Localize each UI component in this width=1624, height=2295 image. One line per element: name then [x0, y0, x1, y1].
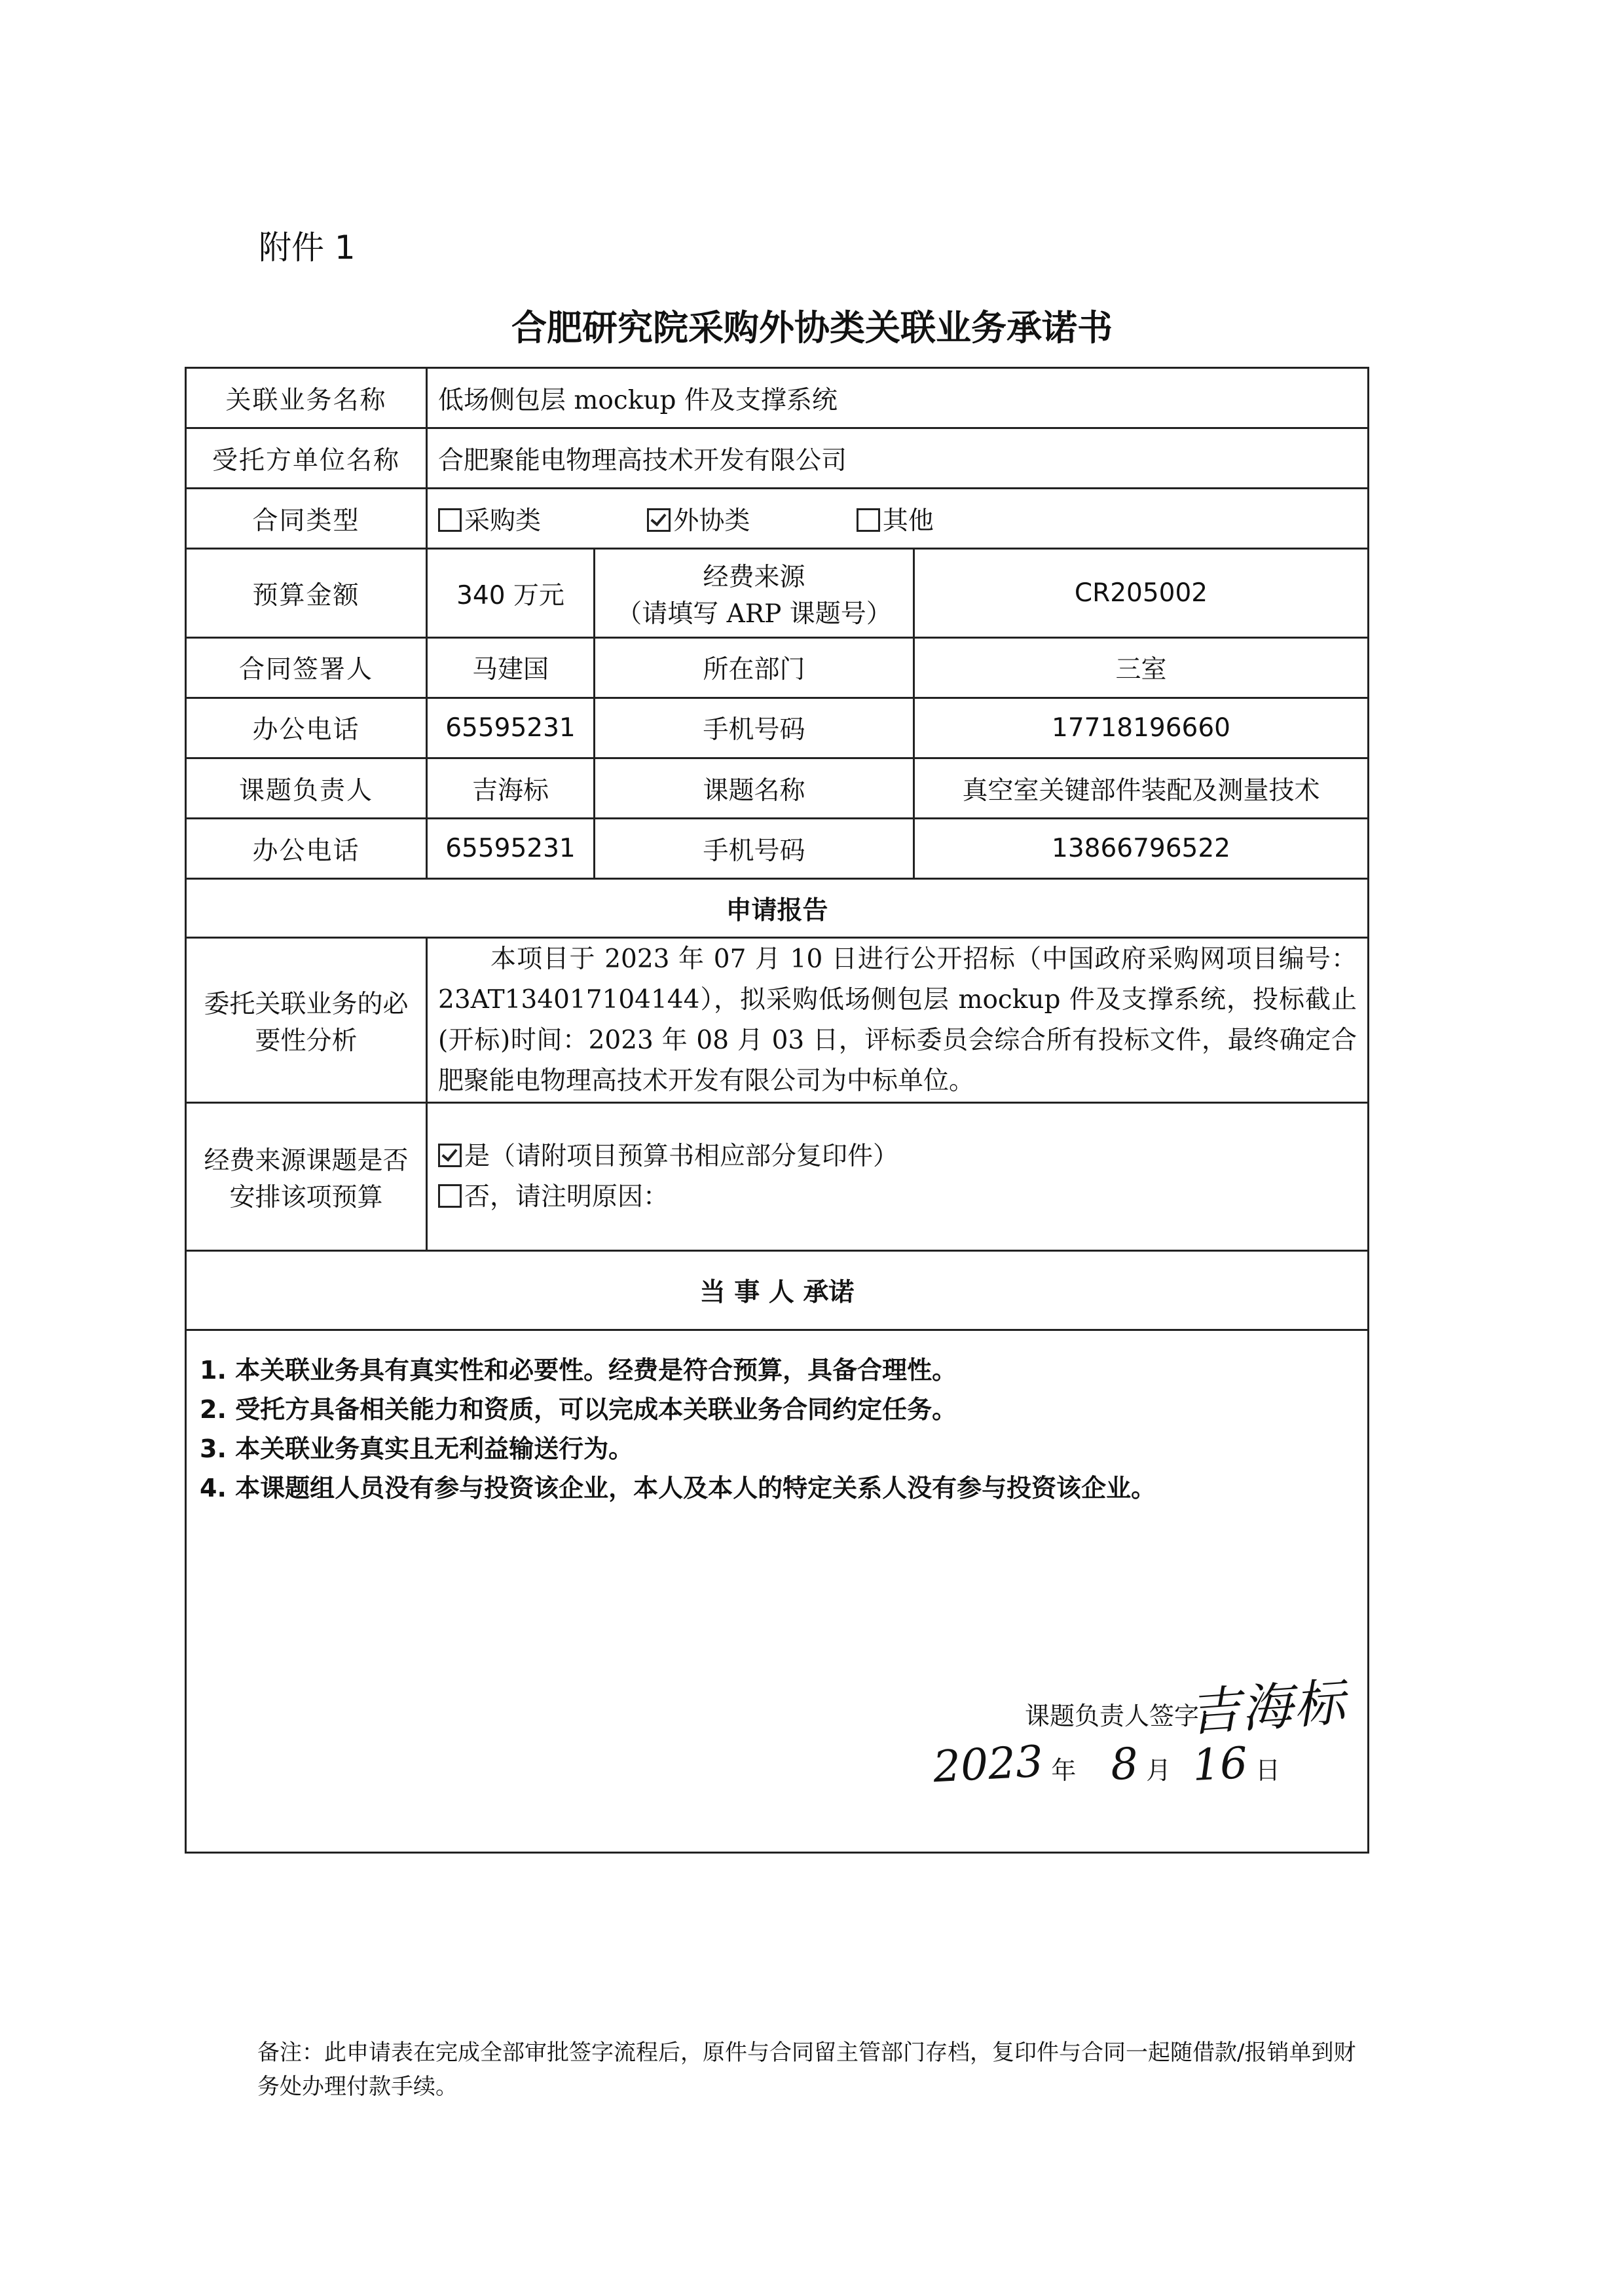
necessity-label: [186, 938, 427, 1102]
office-phone-label-2: 办公电话: [186, 819, 427, 879]
row-business-name: [186, 368, 1369, 428]
dept-label: 所在部门: [595, 637, 914, 698]
attachment-label: 附件 1: [259, 229, 356, 267]
row-contract-type: [186, 489, 1369, 549]
other-label: 其他: [882, 506, 934, 536]
procurement-checkbox[interactable]: [438, 508, 462, 532]
budget-arranged-options: [427, 1102, 1369, 1250]
office-phone-label: 办公电话: [186, 698, 427, 758]
project-leader-value: 吉海标: [427, 758, 595, 819]
outsourcing-label: 外协类: [673, 506, 750, 536]
no-option-label: 否，请注明原因：: [464, 1182, 669, 1212]
date-year: 2023: [932, 1736, 1044, 1792]
application-section-title: 申请报告: [186, 879, 1369, 938]
row-commitment: [186, 1330, 1369, 1852]
option-other[interactable]: [857, 500, 934, 537]
footer-note: 备注：此申请表在完成全部审批签字流程后，原件与合同留主管部门存档，复印件与合同一起随借款/报销单到财务处办理付款手续。: [257, 2040, 1356, 2100]
procurement-label: 采购类: [464, 506, 542, 536]
project-name-value: 真空室关键部件装配及测量技术: [914, 758, 1369, 819]
office-phone-value: 65595231: [427, 698, 595, 758]
yes-option-label: 是（请附项目预算书相应部分复印件）: [464, 1141, 899, 1171]
contract-type-label: 合同类型: [186, 489, 427, 549]
row-entrusted-party: [186, 428, 1369, 489]
budget-value: 340 万元: [427, 549, 595, 637]
row-phone-1: [186, 698, 1369, 758]
necessity-analysis-cell: [427, 938, 1369, 1102]
row-necessity: [186, 938, 1369, 1102]
yes-option[interactable]: [438, 1136, 1357, 1177]
row-commitment-header: [186, 1251, 1369, 1330]
row-project-leader: [186, 758, 1369, 819]
row-budget-arranged: [186, 1102, 1369, 1250]
budget-arranged-label-line-1: 经费来源课题是否: [204, 1146, 409, 1176]
necessity-label-line-2: 要性分析: [255, 1026, 358, 1056]
option-outsourcing[interactable]: [647, 500, 750, 537]
dept-value: 三室: [914, 637, 1369, 698]
mobile-label-2: 手机号码: [595, 819, 914, 879]
mobile-value-2: 13866796522: [914, 819, 1369, 879]
signature-date: [932, 1736, 1281, 1792]
date-day-unit: 日: [1255, 1755, 1281, 1785]
contract-type-options: [427, 489, 1369, 549]
commitment-section-title: 当 事 人 承诺: [186, 1251, 1369, 1330]
commitment-item: 1. 本关联业务具有真实性和必要性。经费是符合预算，具备合理性。: [200, 1355, 957, 1385]
business-name-value: 低场侧包层 mockup 件及支撑系统: [427, 368, 1369, 428]
budget-arranged-label: [186, 1102, 427, 1250]
outsourcing-checkbox-checked[interactable]: [647, 508, 671, 532]
mobile-label: 手机号码: [595, 698, 914, 758]
signature-block: [933, 1662, 1378, 1793]
row-signer: [186, 637, 1369, 698]
commitment-cell: [186, 1330, 1369, 1852]
necessity-label-line-1: 委托关联业务的必: [204, 989, 409, 1019]
row-application-header: [186, 879, 1369, 938]
date-day: 16: [1190, 1737, 1249, 1791]
fund-source-hint: （请填写 ARP 课题号）: [616, 599, 892, 629]
other-checkbox[interactable]: [857, 508, 880, 532]
business-name-label: 关联业务名称: [186, 368, 427, 428]
necessity-analysis-text: 本项目于 2023 年 07 月 10 日进行公开招标（中国政府采购网项目编号：23AT134017104144），拟采购低场侧包层 mockup 件及支撑系统，投标截止(开标)时间：2023 年 08 月 03 日，评标委员会综合所有投标文件，最终确定合肥聚能电物理高技术开发有限公司为中标单位。: [438, 944, 1357, 1096]
signer-value: 马建国: [427, 637, 595, 698]
project-leader-label: 课题负责人: [186, 758, 427, 819]
handwritten-signature: 吉海标: [1187, 1673, 1348, 1743]
signer-label: 合同签署人: [186, 637, 427, 698]
row-budget: [186, 549, 1369, 637]
budget-label: 预算金额: [186, 549, 427, 637]
option-procurement[interactable]: [438, 500, 541, 537]
mobile-value: 17718196660: [914, 698, 1369, 758]
no-checkbox[interactable]: [438, 1184, 462, 1208]
commitment-item: 3. 本关联业务真实且无利益输送行为。: [200, 1434, 634, 1463]
date-month: 8: [1109, 1738, 1139, 1790]
office-phone-value-2: 65595231: [427, 819, 595, 879]
project-name-label: 课题名称: [595, 758, 914, 819]
commitment-item: 2. 受托方具备相关能力和资质，可以完成本关联业务合同约定任务。: [200, 1394, 957, 1424]
document-title: 合肥研究院采购外协类关联业务承诺书: [511, 307, 1113, 348]
date-month-unit: 月: [1146, 1755, 1172, 1785]
budget-arranged-label-line-2: 安排该项预算: [229, 1182, 383, 1212]
yes-checkbox-checked[interactable]: [438, 1144, 462, 1167]
fund-source-value: CR205002: [914, 549, 1369, 637]
commitment-form: [185, 367, 1369, 1854]
row-phone-2: [186, 819, 1369, 879]
signature-label: 课题负责人签字：: [1025, 1701, 1225, 1730]
date-year-unit: 年: [1051, 1755, 1077, 1785]
entrusted-party-value: 合肥聚能电物理高技术开发有限公司: [427, 428, 1369, 489]
commitment-item: 4. 本课题组人员没有参与投资该企业，本人及本人的特定关系人没有参与投资该企业。: [200, 1473, 1156, 1502]
fund-source-label: 经费来源: [703, 562, 805, 592]
fund-source-label-cell: [595, 549, 914, 637]
no-option[interactable]: [438, 1177, 1357, 1218]
entrusted-party-label: 受托方单位名称: [186, 428, 427, 489]
